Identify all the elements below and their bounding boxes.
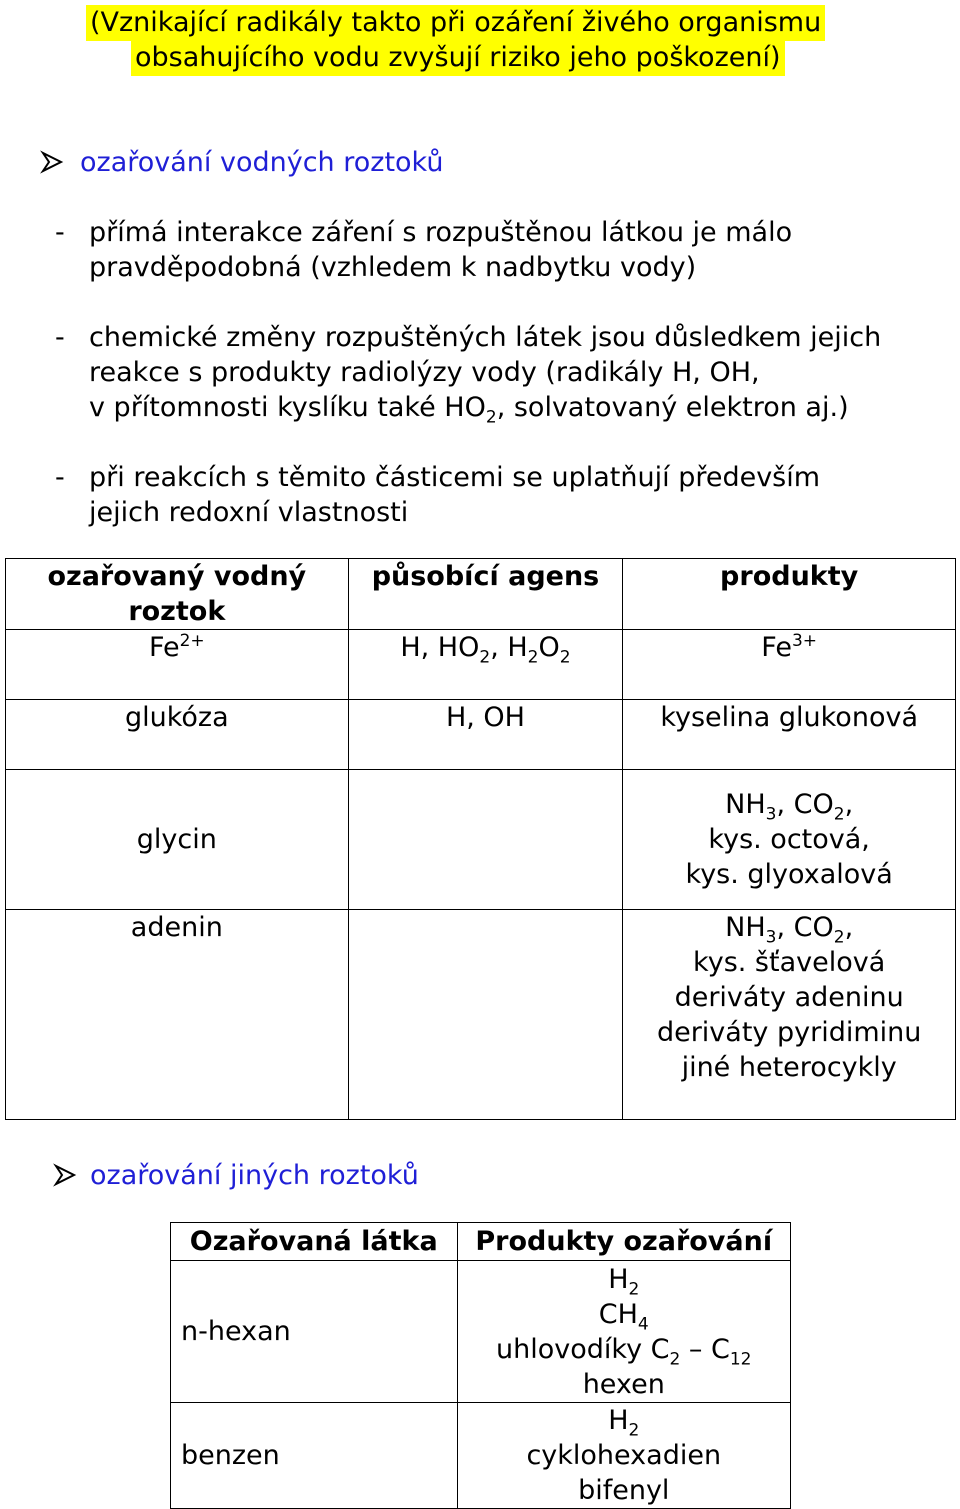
header-agent: působící agens — [348, 559, 623, 630]
header-irradiation-products: Produkty ozařování — [457, 1223, 790, 1261]
dash: - — [55, 462, 65, 493]
bullet-text-line: chemické změny rozpuštěných látek jsou důsledkem jejich — [89, 322, 882, 353]
cell-agent: H, OH — [348, 700, 623, 770]
table-row — [171, 1403, 791, 1509]
cell-agent: H, $HO_2$, $H_2O_2$ — [348, 630, 623, 700]
header-substance: Ozařovaná látka — [171, 1223, 458, 1261]
dash: - — [55, 217, 65, 248]
table-row — [6, 770, 956, 910]
cell-products: $Fe^{3+}$ — [623, 630, 956, 700]
other-solutions-table — [170, 1222, 791, 1509]
cell-solution: glycin — [6, 770, 349, 910]
aqueous-radiolysis-table — [5, 558, 956, 1120]
cell-substance: benzen — [171, 1403, 458, 1509]
bullet-text-line: reakce s produkty radiolýzy vody (radikály H, OH, — [89, 357, 760, 388]
section-heading-aqueous: ozařování vodných roztoků — [80, 147, 444, 178]
cell-products: kyselina glukonová — [623, 700, 956, 770]
bullet-text-line: v přítomnosti kyslíku také $HO_2$, solvatovaný elektron aj.) — [89, 392, 849, 428]
cell-products: $H_2$ cyklohexadien bifenyl — [457, 1403, 790, 1509]
header-products: produkty — [623, 559, 956, 630]
table-row — [6, 630, 956, 700]
chevron-right-icon — [53, 1163, 77, 1187]
bullet-text-line: přímá interakce záření s rozpuštěnou látkou je málo — [89, 217, 793, 248]
cell-products: $NH_3$, $CO_2$, kys. šťavelová deriváty adeninu deriváty pyridiminu jiné heterocykly — [623, 910, 956, 1120]
cell-solution: glukóza — [6, 700, 349, 770]
cell-agent — [348, 770, 623, 910]
table-header-row — [171, 1223, 791, 1261]
chevron-right-icon — [40, 150, 64, 174]
cell-solution: $Fe^{2+}$ — [6, 630, 349, 700]
cell-products: $NH_3$, $CO_2$, kys. octová, kys. glyoxalová — [623, 770, 956, 910]
intro-line-1: (Vznikající radikály takto při ozáření živého organismu — [86, 5, 825, 41]
cell-agent — [348, 910, 623, 1120]
cell-substance: n-hexan — [171, 1261, 458, 1403]
table-row — [6, 910, 956, 1120]
bullet-text-line: jejich redoxní vlastnosti — [89, 497, 409, 528]
section-heading-other: ozařování jiných roztoků — [90, 1160, 419, 1191]
table-header-row — [6, 559, 956, 630]
dash: - — [55, 322, 65, 353]
intro-line-2: obsahujícího vodu zvyšují riziko jeho poškození) — [131, 40, 785, 76]
cell-solution: adenin — [6, 910, 349, 1120]
table-row — [171, 1261, 791, 1403]
bullet-text-line: pravděpodobná (vzhledem k nadbytku vody) — [89, 252, 697, 283]
table-row — [6, 700, 956, 770]
cell-products: $H_2$ $CH_4$ uhlovodíky $C_2 - C_{12}$ hexen — [457, 1261, 790, 1403]
bullet-text-line: při reakcích s těmito částicemi se uplatňují především — [89, 462, 821, 493]
header-solution: ozařovaný vodný roztok — [6, 559, 349, 630]
